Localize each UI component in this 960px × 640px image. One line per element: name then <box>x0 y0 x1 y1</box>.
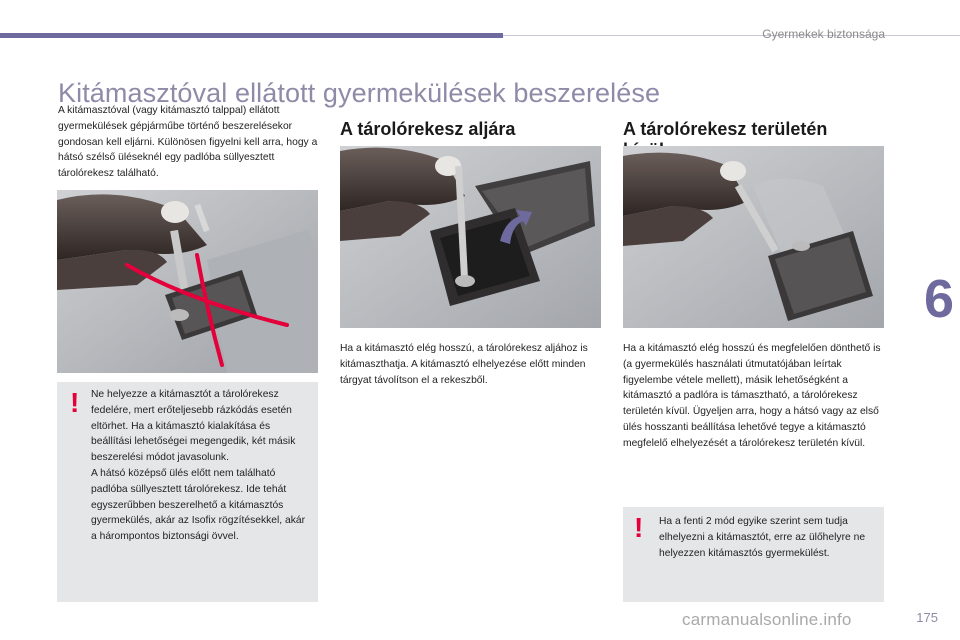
warning-box-lid <box>57 382 318 602</box>
header-accent-bar <box>0 33 503 38</box>
header-divider-line <box>503 35 960 36</box>
exclamation-icon: ! <box>70 387 80 418</box>
heading-compartment-bottom: A tárolórekesz aljára <box>340 118 516 139</box>
body-compartment-bottom: Ha a kitámasztó elég hosszú, a tárolórekesz aljához is kitámaszthatja. A kitámasztó elhelyezése előtt minden tárgyat távolítson el a rekeszből. <box>340 343 588 386</box>
heading-outside-compartment: A tárolórekesz területén <box>623 118 828 139</box>
watermark: carmanualsonline.info <box>682 610 852 629</box>
body-outside-compartment: Ha a kitámasztó elég hosszú és megfelelően dönthető is (a gyermekülés használati útmutatójában leírtak figyelembe vétele mellett), másik lehetőségként a kitámasztó a padlóra is támasztható, a tárolórekesz területén kívül. Ügyeljen arra, hogy a hátsó vagy az első ülés hosszanti beállítása lehetővé tegye a kitámasztó megfelelő elhelyezését a tárolórekesz területén kívül. <box>623 343 881 449</box>
chapter-number: 6 <box>923 269 954 329</box>
illustration-compartment-bottom <box>340 146 601 328</box>
illustration-outside-compartment <box>623 146 884 328</box>
warning-text: Ha a fenti 2 mód egyike szerint sem tudja elhelyezni a kitámasztót, erre az ülőhelyre ne helyezzen kitámasztós gyermekülést. <box>659 516 866 559</box>
page-title: Kitámasztóval ellátott gyermekülések beszerelése <box>58 78 661 109</box>
exclamation-icon: ! <box>634 512 644 543</box>
section-title: Gyermekek biztonsága <box>762 27 885 41</box>
warning-box-no-option <box>623 507 884 602</box>
illustration-incorrect-placement <box>57 190 318 373</box>
page-number: 175 <box>916 610 938 625</box>
warning-text: Ne helyezze a kitámasztót a tárolórekesz fedelére, mert erőteljesebb rázkódás esetén eltörhet. Ha a kitámasztó kialakítása és beállítási lehetőségei megengedik, két másik beszerelési módot javasolunk. A hátsó középső ülés előtt nem található padlóba süllyesztett tárolórekesz. Ide tehát egyszerűbben beszerelhető a kitámasztós gyermekülés, akár az Isofix rögzítésekkel, akár a hárompontos biztonsági övvel. <box>91 389 306 543</box>
intro-text: A kitámasztóval (vagy kitámasztó talppal) ellátott gyermekülések gépjárműbe történő beszerelésekor gondosan kell eljárni. Különösen figyelni kell arra, hogy a hátsó szélső üléseknél egy padlóba süllyesztett tárolórekesz található. <box>58 105 318 180</box>
